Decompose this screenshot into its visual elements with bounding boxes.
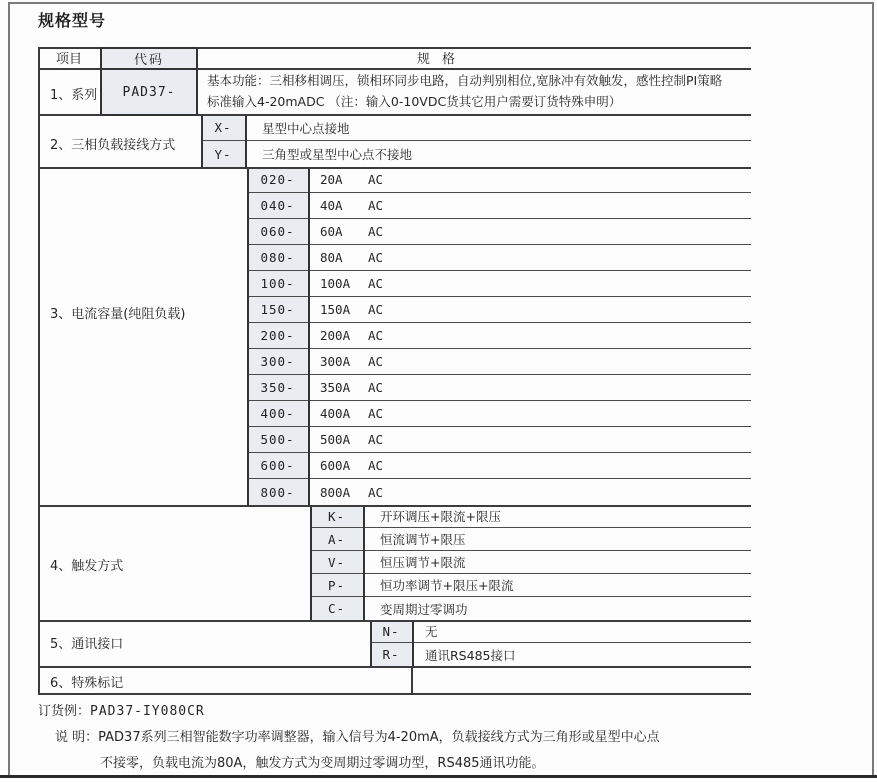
- page-border-left: [8, 2, 10, 776]
- option-amp: 80A: [320, 250, 343, 265]
- option-code: 040-: [247, 193, 308, 218]
- option-spec: [308, 380, 751, 395]
- comm-option-row: [370, 620, 751, 643]
- table-line: [38, 47, 40, 695]
- capacity-option-row: [247, 297, 751, 323]
- option-spec: 恒功率调节+限压+限流: [380, 578, 514, 593]
- option-code: K-: [310, 505, 363, 527]
- series-spec-line1: 基本功能：三相移相调压，锁相环同步电路，自动判别相位,宽脉冲有效触发，感性控制PI策略: [207, 73, 723, 88]
- capacity-option-row: [247, 401, 751, 427]
- option-code: 020-: [247, 167, 308, 192]
- header-item: 项目: [55, 52, 82, 67]
- page-border-top: [8, 2, 874, 4]
- option-code: C-: [310, 597, 363, 620]
- capacity-option-row: [247, 375, 751, 401]
- option-code: 100-: [247, 271, 308, 296]
- option-spec: [308, 458, 751, 473]
- option-ac: AC: [368, 250, 384, 265]
- table-line: [411, 666, 413, 693]
- page-border-bottom: [0, 775, 877, 778]
- option-spec: 变周期过零调功: [380, 601, 468, 617]
- row-label-wiring: 2、三相负载接线方式: [50, 138, 176, 153]
- option-ac: AC: [368, 276, 384, 291]
- option-ac: AC: [368, 458, 384, 473]
- option-code: 060-: [247, 219, 308, 244]
- option-spec: [308, 172, 751, 187]
- header-spec: 规 格: [416, 52, 460, 67]
- option-code: 400-: [247, 401, 308, 426]
- option-spec: [308, 354, 751, 369]
- trigger-options: [310, 505, 751, 620]
- wiring-option-row: [201, 141, 751, 167]
- option-code: V-: [310, 551, 363, 573]
- option-spec: [308, 198, 751, 213]
- option-spec: [308, 406, 751, 421]
- option-spec: [308, 328, 751, 343]
- table-line: [363, 505, 365, 620]
- option-amp: 600A: [320, 458, 351, 473]
- option-amp: 400A: [320, 406, 351, 421]
- option-code: A-: [310, 528, 363, 550]
- option-amp: 40A: [320, 198, 343, 213]
- trigger-option-row: [310, 574, 751, 597]
- option-code: R-: [370, 643, 412, 666]
- series-spec: [207, 70, 722, 112]
- comm-option-row: [370, 643, 751, 666]
- table-line: [38, 167, 751, 169]
- order-example: [38, 700, 205, 719]
- option-code: 300-: [247, 349, 308, 374]
- row-label-capacity: 3、电流容量(纯阻负载): [50, 307, 186, 322]
- option-code: X-: [201, 115, 245, 140]
- capacity-option-row: [247, 453, 751, 479]
- row-label-special: 6、特殊标记: [50, 676, 124, 691]
- trigger-option-row: [310, 505, 751, 528]
- option-spec: 恒压调节+限流: [380, 555, 466, 570]
- option-code: 200-: [247, 323, 308, 348]
- note-text1: PAD37系列三相智能数字功率调整器，输入信号为4-20mA，负载接线方式为三角形或星型中心点: [98, 730, 660, 745]
- order-example-value: PAD37-IY080CR: [90, 704, 205, 719]
- note-line1: [55, 726, 660, 745]
- option-amp: 100A: [320, 276, 351, 291]
- capacity-option-row: [247, 245, 751, 271]
- option-ac: AC: [368, 432, 384, 447]
- note-label: 说 明：: [55, 730, 99, 745]
- option-code: 150-: [247, 297, 308, 322]
- option-ac: AC: [368, 172, 384, 187]
- row-label-trigger: 4、触发方式: [50, 559, 124, 574]
- option-spec: 无: [425, 624, 438, 639]
- option-spec: 三角型或星型中心点不接地: [262, 147, 413, 162]
- wiring-option-row: [201, 115, 751, 141]
- table-line: [201, 115, 203, 167]
- option-code: P-: [310, 574, 363, 596]
- trigger-option-row: [310, 551, 751, 574]
- option-amp: 150A: [320, 302, 351, 317]
- option-code: 500-: [247, 427, 308, 452]
- option-code: N-: [370, 620, 412, 642]
- capacity-option-row: [247, 271, 751, 297]
- option-ac: AC: [368, 224, 384, 239]
- option-amp: 500A: [320, 432, 351, 447]
- option-spec: 通讯RS485接口: [425, 647, 516, 663]
- option-ac: AC: [368, 328, 384, 343]
- trigger-option-row: [310, 528, 751, 551]
- note-line2: [100, 752, 545, 771]
- option-amp: 60A: [320, 224, 343, 239]
- option-amp: 300A: [320, 354, 351, 369]
- table-line: [38, 505, 751, 507]
- order-example-label: 订货例：: [38, 704, 91, 719]
- option-code: 080-: [247, 245, 308, 270]
- option-ac: AC: [368, 380, 384, 395]
- page-border-right: [872, 2, 874, 776]
- capacity-option-row: [247, 193, 751, 219]
- table-line: [412, 620, 414, 666]
- series-code-cell: PAD37-: [100, 68, 198, 116]
- option-code: 600-: [247, 453, 308, 478]
- capacity-option-row: [247, 167, 751, 193]
- option-ac: AC: [368, 302, 384, 317]
- option-ac: AC: [368, 198, 384, 213]
- option-code: Y-: [201, 141, 245, 167]
- series-spec-line2: 标准输入4-20mADC （注：输入0-10VDC货其它用户需要订货特殊申明）: [207, 94, 622, 109]
- capacity-option-row: [247, 349, 751, 375]
- table-line: [38, 666, 751, 668]
- option-spec: 恒流调节+限压: [380, 532, 466, 547]
- capacity-option-row: [247, 479, 751, 505]
- option-ac: AC: [368, 406, 384, 421]
- option-spec: [308, 302, 751, 317]
- capacity-option-row: [247, 323, 751, 349]
- option-code: 350-: [247, 375, 308, 400]
- wiring-options: [201, 115, 751, 167]
- option-spec: [308, 276, 751, 291]
- option-code: 800-: [247, 479, 308, 505]
- table-line: [308, 167, 310, 505]
- table-line: [38, 693, 751, 695]
- option-amp: 20A: [320, 172, 343, 187]
- option-spec: [308, 432, 751, 447]
- option-ac: AC: [368, 484, 384, 500]
- capacity-option-row: [247, 219, 751, 245]
- header-code: 代码: [100, 47, 198, 70]
- comm-options: [370, 620, 751, 666]
- row-label-comm: 5、通讯接口: [50, 637, 124, 652]
- capacity-options: [247, 167, 751, 505]
- capacity-option-row: [247, 427, 751, 453]
- table-line: [310, 505, 312, 620]
- page-title: 规格型号: [38, 11, 107, 30]
- option-ac: AC: [368, 354, 384, 369]
- note-text2: 不接零，负载电流为80A，触发方式为变周期过零调功型，RS485通讯功能。: [100, 756, 545, 771]
- trigger-option-row: [310, 597, 751, 620]
- row-label-series: 1、系列: [50, 88, 98, 103]
- option-amp: 200A: [320, 328, 351, 343]
- table-line: [370, 620, 372, 666]
- option-spec: [308, 224, 751, 239]
- table-line: [38, 620, 751, 622]
- option-spec: 星型中心点接地: [262, 120, 350, 136]
- option-spec: [308, 250, 751, 265]
- option-amp: 800A: [320, 484, 351, 500]
- option-spec: 开环调压+限流+限压: [380, 509, 501, 524]
- table-line: [245, 115, 247, 167]
- option-amp: 350A: [320, 380, 351, 395]
- table-line: [247, 167, 249, 505]
- option-spec: [308, 485, 751, 500]
